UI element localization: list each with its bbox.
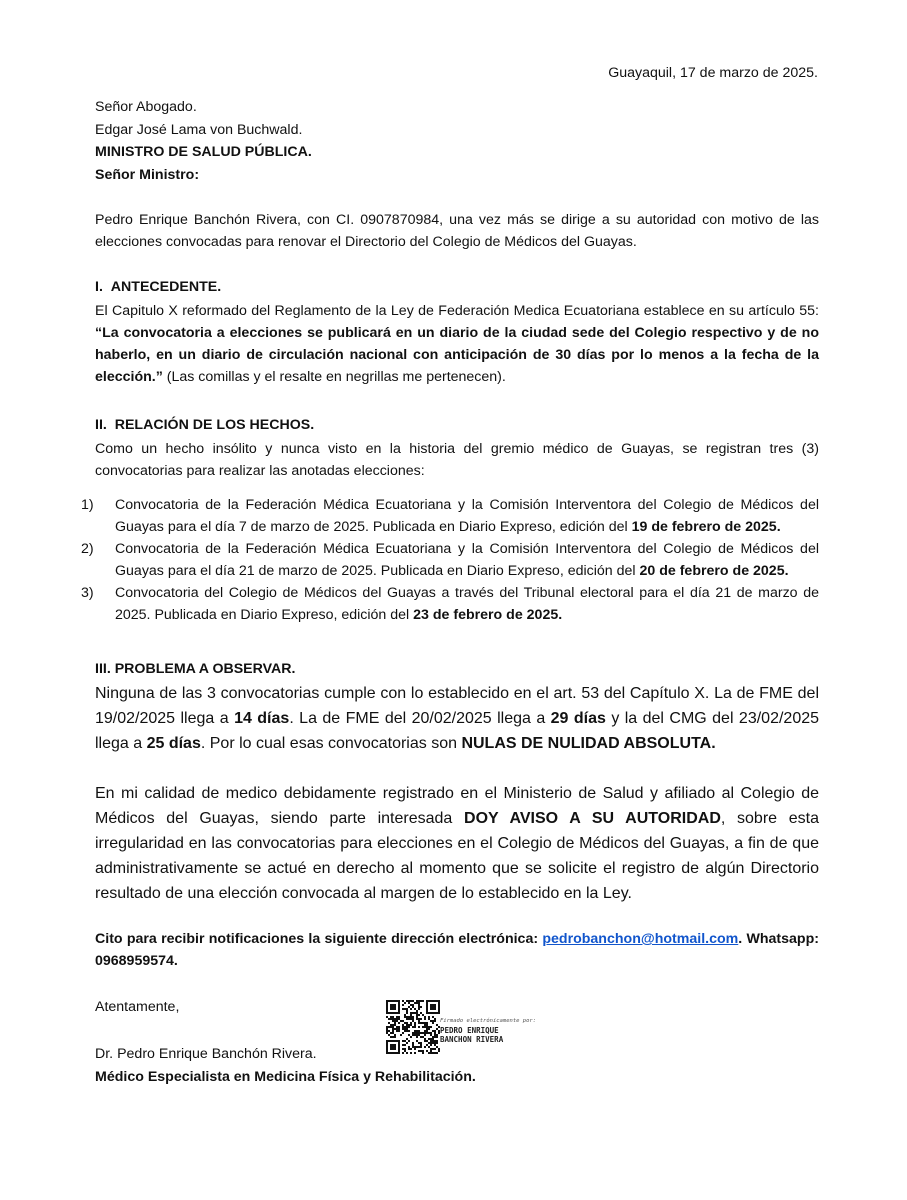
recipient-salutation: Señor Abogado. [95, 99, 197, 115]
list-item-date: 23 de febrero de 2025. [413, 607, 563, 623]
section-1-heading [95, 276, 819, 298]
section-3-bold-4: NULAS DE NULIDAD ABSOLUTA. [461, 735, 716, 752]
convocatorias-list [81, 494, 819, 626]
recipient-greeting: Señor Ministro: [95, 166, 200, 183]
section-3-paragraph [95, 681, 819, 756]
section-3-bold-2: 29 días [550, 710, 606, 727]
esign-name-line-2: BANCHON RIVERA [440, 1035, 504, 1044]
section-1-text-before: El Capitulo X reformado del Reglamento de la Ley de Federación Medica Ecuatoriana establece en su artículo 55: [95, 303, 819, 319]
notification-paragraph [95, 928, 819, 972]
list-item-date: 20 de febrero de 2025. [639, 563, 789, 579]
date-line: Guayaquil, 17 de marzo de 2025. [608, 65, 818, 81]
section-1-number: I. [95, 279, 103, 295]
closing-paragraph [95, 781, 819, 906]
list-item-text: Convocatoria de la Federación Médica Ecuatoriana y la Comisión Interventora del Colegio de Médicos del Guayas para el día 21 de marzo de 2025. Publicada en Diario Expreso, edición del [115, 541, 819, 579]
esign-name-line-1: PEDRO ENRIQUE [440, 1026, 499, 1035]
email-link[interactable]: pedrobanchon@hotmail.com [542, 931, 739, 947]
section-2-title: RELACIÓN DE LOS HECHOS. [114, 417, 315, 433]
list-item-date: 19 de febrero de 2025. [631, 519, 781, 535]
list-item [81, 494, 819, 538]
section-1-title: ANTECEDENTE. [110, 279, 222, 295]
notification-text: Cito para recibir notificaciones la siguiente dirección electrónica: [95, 931, 543, 947]
closing-salutation: Atentamente, [95, 999, 180, 1015]
list-item-text: Convocatoria de la Federación Médica Ecuatoriana y la Comisión Interventora del Colegio de Médicos del Guayas para el día 7 de marzo de 2025. Publicada en Diario Expreso, edición del [115, 497, 819, 535]
qr-code [386, 1000, 440, 1054]
closing-bold: DOY AVISO A SU AUTORIDAD [464, 810, 721, 827]
signer-title: Médico Especialista en Medicina Física y Rehabilitación. [95, 1069, 476, 1085]
list-item-number: 3) [81, 585, 94, 601]
closing-text-2: , sobre esta irregularidad en las convocatorias para elecciones en el Colegio de Médicos del Guayas, a fin de que administrativamente se actué en derecho al momento que se solicite el registro de algún Directorio resultado de una elección convocada al margen de lo establecido en la Ley. [95, 810, 819, 902]
section-1-text-after: (Las comillas y el resalte en negrillas me pertenecen). [162, 369, 506, 385]
section-3-bold-1: 14 días [234, 710, 290, 727]
section-3-heading: III. PROBLEMA A OBSERVAR. [95, 661, 296, 677]
closing-text-1: En mi calidad de medico debidamente registrado en el Ministerio de Salud y afiliado al Colegio de Médicos del Guayas, siendo parte interesada [95, 785, 819, 827]
intro-paragraph: Pedro Enrique Banchón Rivera, con CI. 0907870984, una vez más se dirige a su autoridad con motivo de las elecciones convocadas para renovar el Directorio del Colegio de Médicos del Guayas. [95, 212, 819, 250]
electronic-signature-stamp [440, 1017, 536, 1044]
section-1-quote: “La convocatoria a elecciones se publicará en un diario de la ciudad sede del Colegio respectivo y de no haberlo, en un diario de circulación nacional con anticipación de 30 días por lo menos a la fecha de la elección.” [95, 325, 819, 385]
section-2-intro: Como un hecho insólito y nunca visto en la historia del gremio médico de Guayas, se registran tres (3) convocatorias para realizar las anotadas elecciones: [95, 441, 819, 479]
list-item [81, 582, 819, 626]
recipient-block [95, 96, 795, 186]
section-1-paragraph [95, 300, 819, 388]
list-item [81, 538, 819, 582]
section-2-heading [95, 414, 819, 436]
section-3-text-2: . La de FME del 20/02/2025 llega a [289, 710, 551, 727]
whatsapp-text: . Whatsapp: 0968959574. [95, 931, 819, 969]
section-3-text-4: . Por lo cual esas convocatorias son [200, 735, 462, 752]
list-item-text: Convocatoria del Colegio de Médicos del Guayas a través del Tribunal electoral para el día 21 de marzo de 2025. Publicada en Diario Expreso, edición del [115, 585, 819, 623]
recipient-office: MINISTRO DE SALUD PÚBLICA. [95, 144, 312, 160]
section-2-number: II. [95, 417, 107, 433]
section-3-text-1: Ninguna de las 3 convocatorias cumple con lo establecido en el art. 53 del Capítulo X. La de FME del 19/02/2025 llega a [95, 685, 819, 727]
esign-caption: Firmado electrónicamente por: [440, 1018, 537, 1024]
list-item-number: 2) [81, 541, 94, 557]
section-3-bold-3: 25 días [146, 735, 201, 752]
section-3-text-3: y la del CMG del 23/02/2025 llega a [95, 710, 820, 752]
list-item-number: 1) [81, 497, 94, 513]
signer-name: Dr. Pedro Enrique Banchón Rivera. [95, 1046, 317, 1062]
recipient-name: Edgar José Lama von Buchwald. [95, 121, 303, 138]
